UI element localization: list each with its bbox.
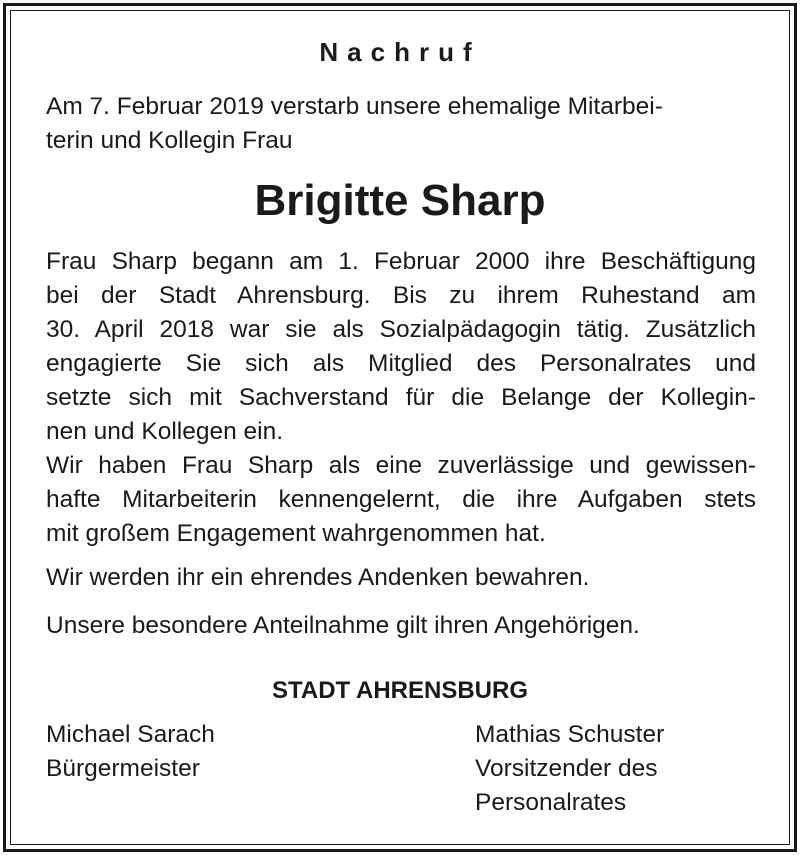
remembrance-line	[46, 561, 756, 595]
deceased-name: Brigitte Sharp	[254, 176, 546, 225]
body-line: 30. April 2018 war sie als Sozialpädagogin tätig. Zusätzlich	[46, 316, 756, 343]
signatory-role: Vorsitzender des	[475, 755, 658, 782]
intro-line: Am 7. Februar 2019 verstarb unsere ehemalige Mitarbei-	[46, 93, 663, 120]
body-paragraph	[46, 245, 756, 551]
signatory-name: Mathias Schuster	[475, 721, 665, 748]
signatory-left	[46, 718, 215, 786]
notice-heading: Nachruf	[319, 37, 481, 67]
body-line: engagierte Sie sich als Mitglied des Personalrates und	[46, 350, 756, 377]
body-line: bei der Stadt Ahrensburg. Bis zu ihrem Ruhestand am	[46, 282, 756, 309]
remembrance-text: Wir werden ihr ein ehrendes Andenken bewahren.	[46, 564, 590, 591]
body-line: Frau Sharp begann am 1. Februar 2000 ihre Beschäftigung	[46, 248, 756, 275]
signatory-role: Bürgermeister	[46, 755, 200, 782]
intro-line: terin und Kollegin Frau	[46, 127, 293, 154]
condolence-line	[46, 609, 756, 643]
body-line: hafte Mitarbeiterin kennengelernt, die ihre Aufgaben stets	[46, 486, 756, 513]
condolence-text: Unsere besondere Anteilnahme gilt ihren Angehörigen.	[46, 612, 640, 639]
signatory-name: Michael Sarach	[46, 721, 215, 748]
intro-paragraph	[46, 90, 756, 158]
organization-name: STADT AHRENSBURG	[272, 677, 528, 704]
body-line: Wir haben Frau Sharp als eine zuverlässige und gewissen-	[46, 452, 756, 479]
signatory-right	[475, 718, 664, 820]
body-line: mit großem Engagement wahrgenommen hat.	[46, 520, 546, 547]
signatory-role: Personalrates	[475, 789, 627, 816]
body-line: setzte sich mit Sachverstand für die Belange der Kollegin-	[46, 384, 756, 411]
body-line: nen und Kollegen ein.	[46, 418, 284, 445]
